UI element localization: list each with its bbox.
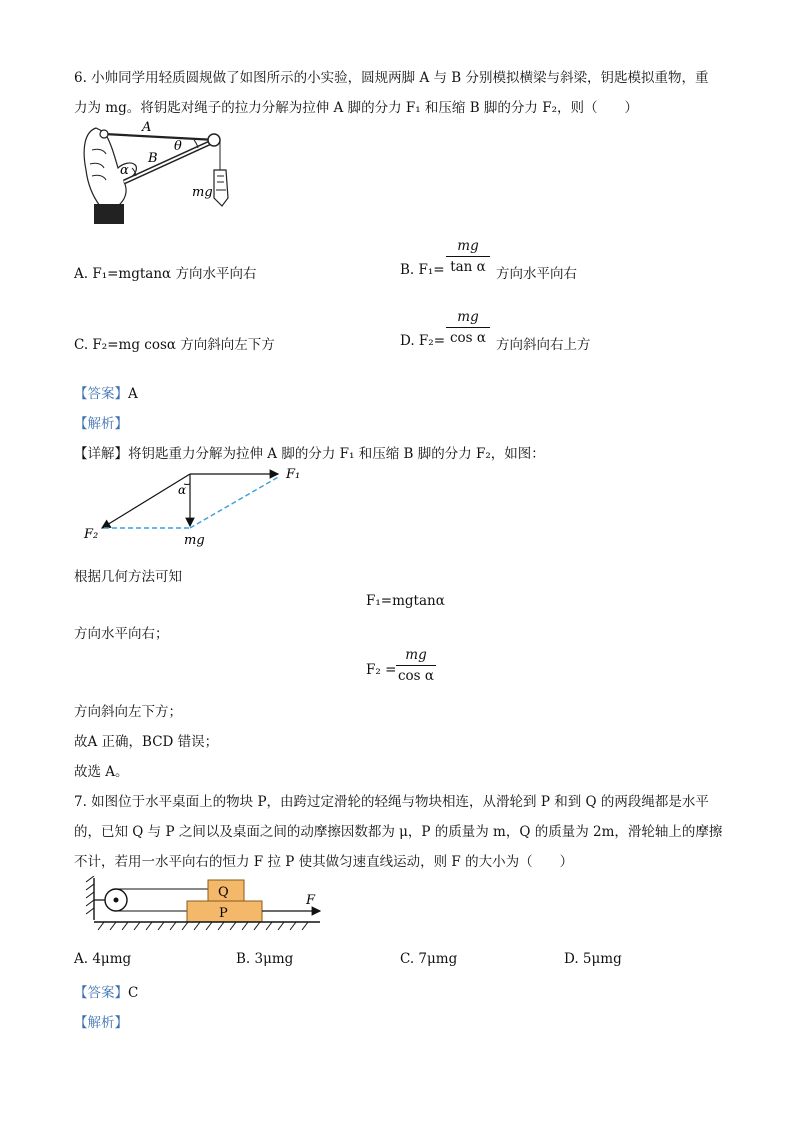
q7-stem-line2: 的，已知 Q 与 P 之间以及桌面之间的动摩擦因数都为 μ，P 的质量为 m，Q 的质量为 2m，滑轮轴上的摩擦	[74, 824, 723, 840]
q7-analysis-tag	[74, 1011, 128, 1031]
frac-den: tan α	[450, 259, 486, 275]
answer-tag: 【答案】	[74, 985, 128, 1001]
q7-option-c: C. 7μmg	[400, 951, 458, 967]
q6-option-b-suffix: 方向水平向右	[496, 266, 577, 282]
answer-value: C	[128, 985, 139, 1001]
label-theta: θ	[174, 139, 182, 154]
label-a: A	[142, 120, 152, 135]
pulley-center	[114, 898, 119, 903]
q6-equation-2-lhs: F₂ =	[366, 662, 397, 678]
frac-num: mg	[405, 647, 427, 663]
detail-tag: 【详解】	[74, 446, 128, 462]
q6-direction-2: 方向斜向左下方；	[74, 704, 182, 720]
vector-f2	[102, 474, 190, 528]
q7-option-a: A. 4μmg	[74, 951, 132, 967]
sleeve	[94, 204, 124, 224]
compass-hinge	[208, 134, 220, 146]
q6-stem-line2: 力为 mg。将钥匙对绳子的拉力分解为拉伸 A 脚的分力 F₁ 和压缩 B 脚的分力 F₂，则（ ）	[74, 100, 638, 116]
frac-bar	[446, 256, 490, 257]
frac-num: mg	[457, 309, 479, 325]
label-alpha: α	[178, 483, 187, 497]
q7-stem-line3: 不计，若用一水平向右的恒力 F 拉 P 使其做匀速直线运动，则 F 的大小为（ ）	[74, 854, 574, 870]
q6-option-b-prefix: B. F₁=	[400, 262, 445, 278]
q6-stem-line1: 6. 小帅同学用轻质圆规做了如图所示的小实验，圆规两脚 A 与 B 分别模拟横梁与斜梁，钥匙模拟重物，重	[74, 70, 709, 86]
label-p: P	[219, 906, 228, 921]
label-q: Q	[218, 885, 229, 900]
q6-option-d-prefix: D. F₂=	[400, 333, 446, 349]
q6-equation-2-fraction	[396, 646, 436, 685]
q7-option-b: B. 3μmg	[236, 951, 294, 967]
frac-den: cos α	[449, 330, 487, 346]
table-hatching	[98, 922, 308, 930]
q6-compass-figure	[74, 120, 244, 230]
q6-conclusion: 故A 正确，BCD 错误；	[74, 734, 219, 750]
q6-option-d-suffix: 方向斜向右上方	[496, 337, 591, 353]
label-mg: mg	[184, 533, 205, 548]
q6-option-c: C. F₂=mg cosα 方向斜向左下方	[74, 337, 275, 353]
q6-option-b-fraction	[446, 237, 490, 276]
frac-bar	[446, 327, 490, 328]
q7-pulley-figure	[84, 876, 324, 932]
label-f1: F₁	[286, 467, 301, 482]
q6-choose: 故选 A。	[74, 764, 129, 780]
q6-force-diagram	[80, 462, 310, 552]
frac-num: mg	[457, 238, 479, 254]
q7-stem-line1: 7. 如图位于水平桌面上的物块 P，由跨过定滑轮的轻绳与物块相连，从滑轮到 P 和到 Q 的两段绳都是水平	[74, 794, 709, 810]
wall-hatching	[86, 876, 94, 914]
keys-icon	[214, 170, 228, 206]
label-alpha: α	[120, 163, 129, 178]
compass-leg-a	[104, 134, 216, 140]
detail-text: 将钥匙重力分解为拉伸 A 脚的分力 F₁ 和压缩 B 脚的分力 F₂，如图：	[128, 446, 545, 462]
q6-geom-text: 根据几何方法可知	[74, 569, 182, 585]
q7-option-d: D. 5μmg	[564, 951, 622, 967]
q7-answer	[74, 981, 138, 1001]
compass-leg-b-inner	[124, 140, 216, 182]
dashed-line-right	[190, 476, 280, 528]
q6-option-a: A. F₁=mgtanα 方向水平向右	[74, 266, 257, 282]
label-f2: F₂	[84, 527, 99, 542]
q6-answer	[74, 382, 138, 402]
frac-den: cos α	[397, 668, 435, 684]
label-f: F	[306, 893, 316, 908]
analysis-tag: 【解析】	[74, 1015, 128, 1031]
analysis-tag: 【解析】	[74, 416, 128, 432]
q6-analysis-tag	[74, 412, 128, 432]
frac-bar	[396, 665, 436, 666]
answer-value: A	[128, 386, 138, 402]
q6-direction-1: 方向水平向右；	[74, 626, 169, 642]
q6-equation-1: F₁=mgtanα	[366, 593, 445, 609]
q6-option-d-fraction	[446, 308, 490, 347]
answer-tag: 【答案】	[74, 386, 128, 402]
label-mg: mg	[192, 185, 213, 200]
q6-detail	[74, 442, 545, 462]
label-b: B	[148, 151, 158, 166]
leg-a-tip	[100, 130, 108, 138]
